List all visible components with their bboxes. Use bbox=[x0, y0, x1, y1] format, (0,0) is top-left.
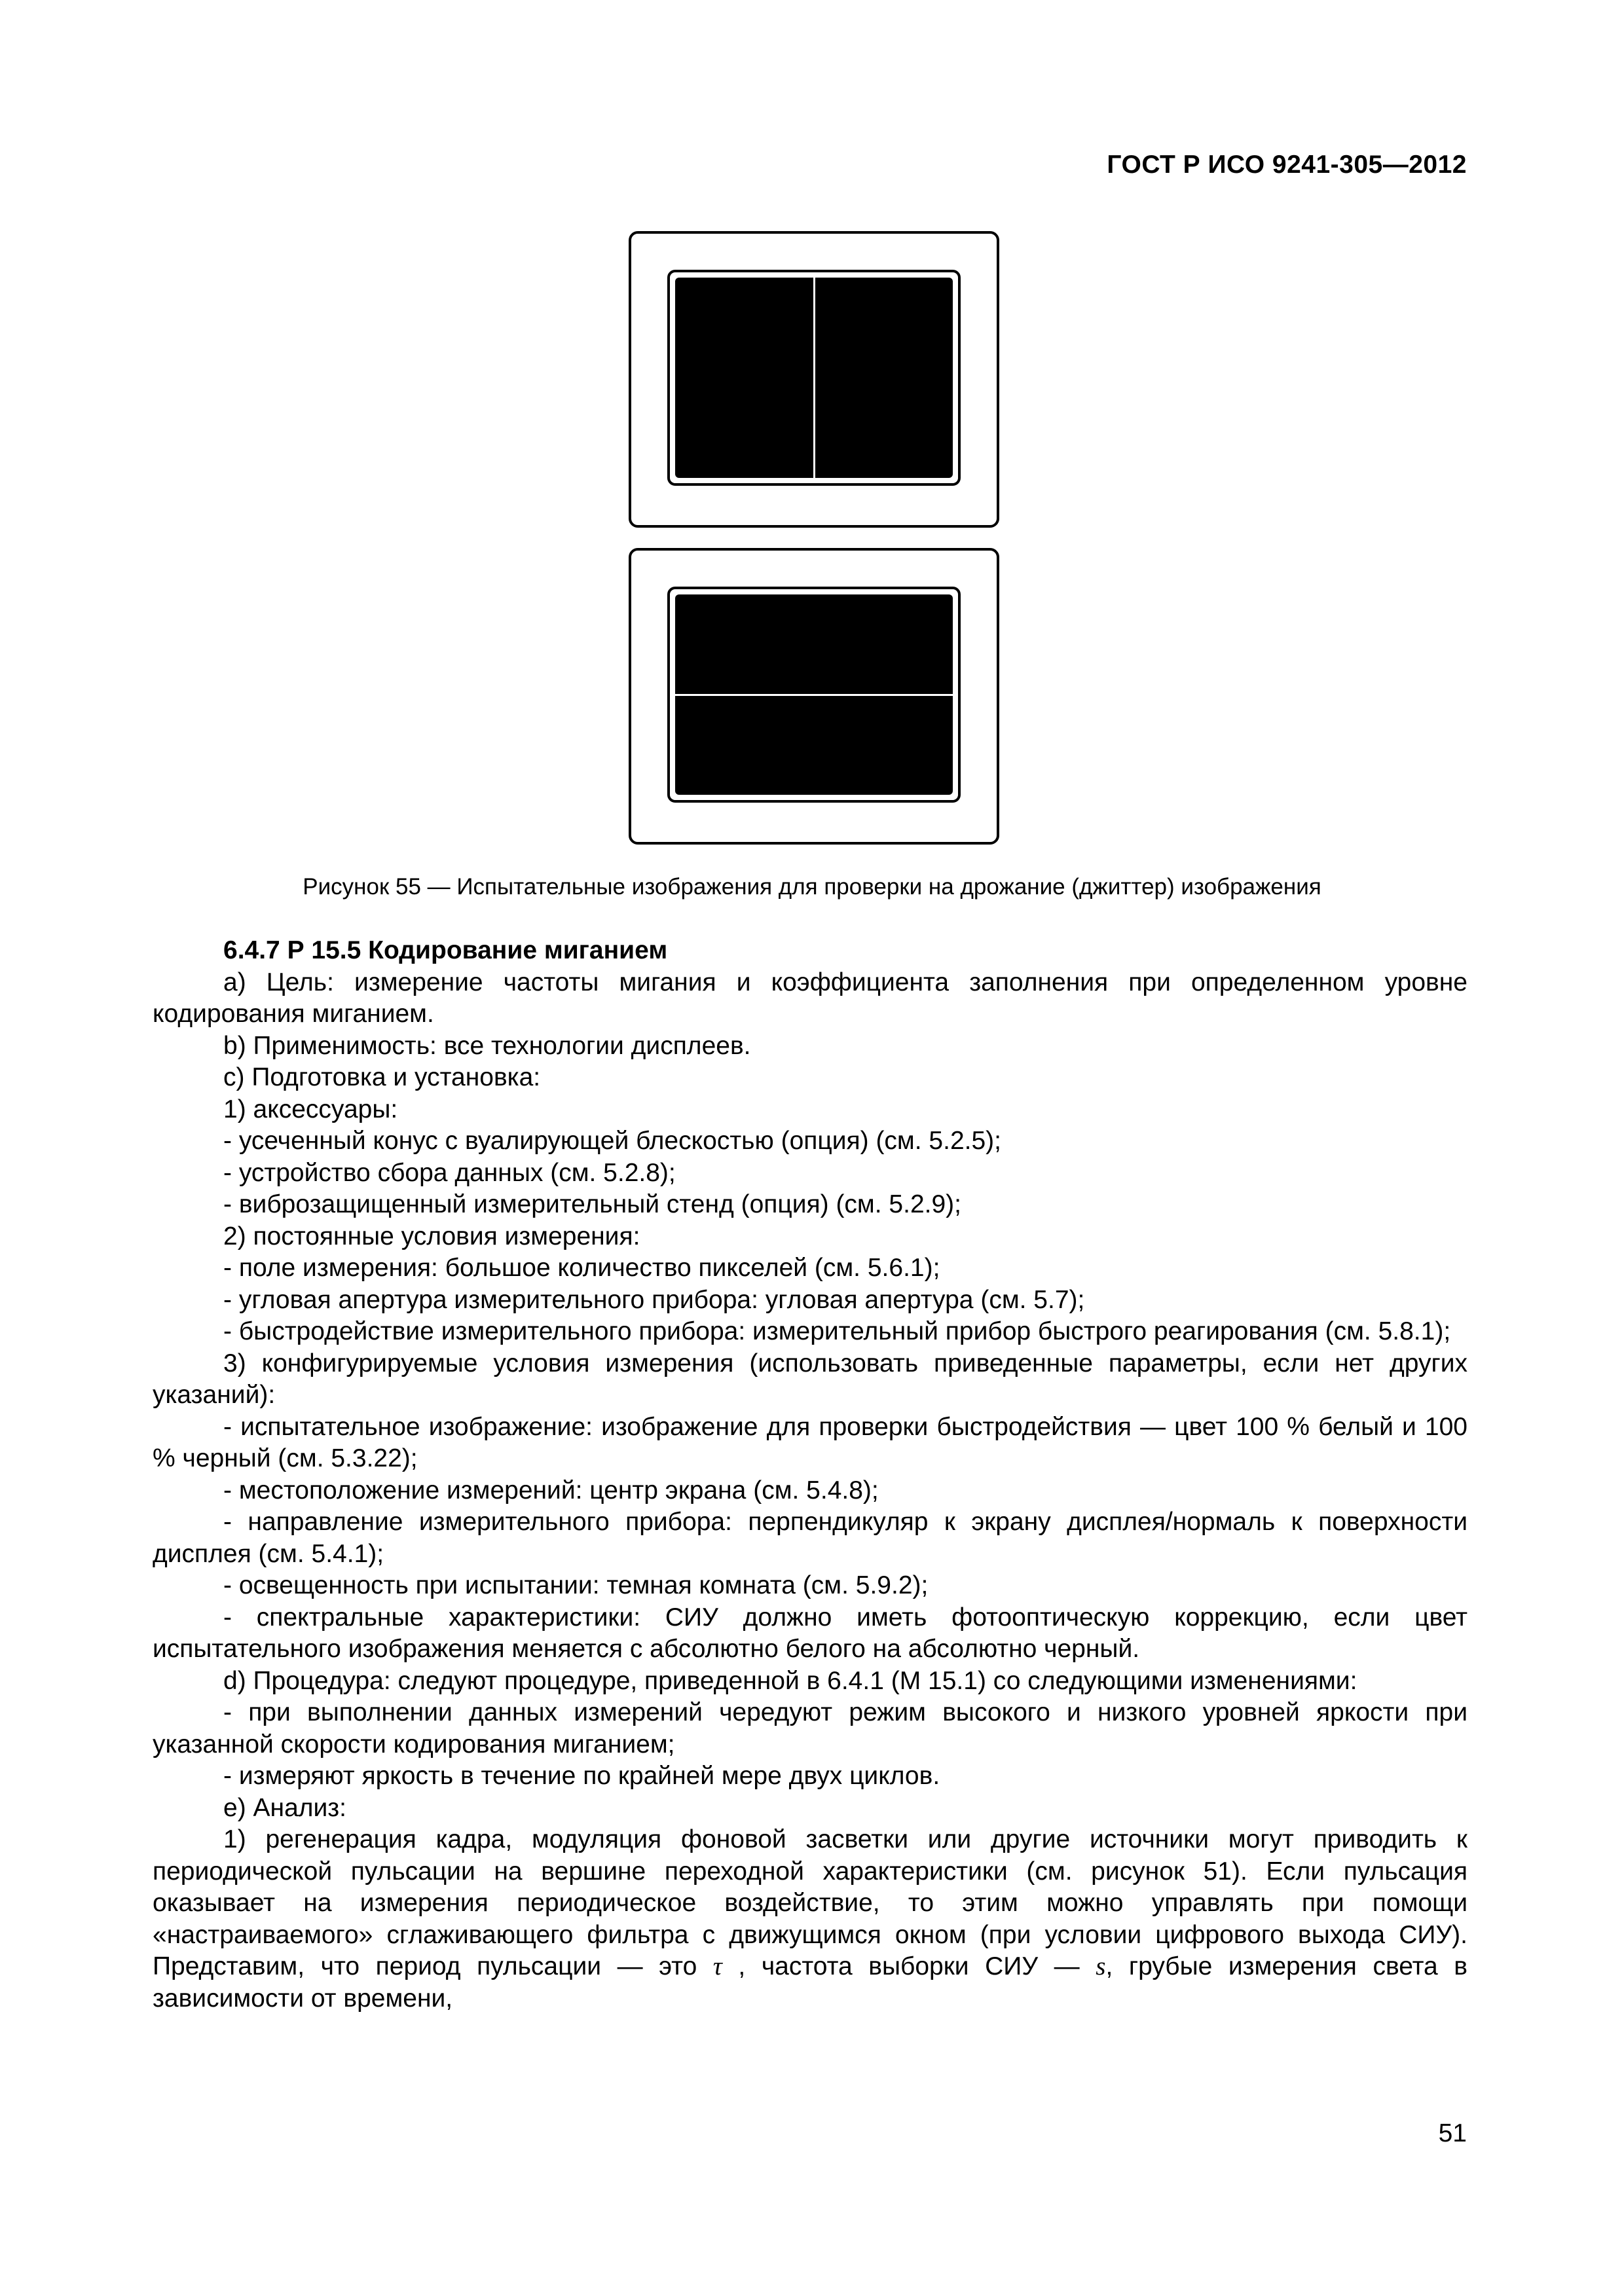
page-number: 51 bbox=[1438, 2119, 1467, 2147]
document-header: ГОСТ Р ИСО 9241-305—2012 bbox=[1107, 151, 1467, 179]
paragraph: - испытательное изображение: изображение для проверки быстродействия — цвет 100 % белый и 100 % черный (см. 5.3.22); bbox=[153, 1412, 1467, 1472]
black-screen bbox=[675, 278, 953, 478]
paragraph: е) Анализ: bbox=[223, 1793, 347, 1822]
paragraph: - освещенность при испытании: темная комната (см. 5.9.2); bbox=[223, 1571, 929, 1599]
s-symbol: s bbox=[1096, 1952, 1106, 1980]
paragraph: - устройство сбора данных (см. 5.2.8); bbox=[223, 1158, 676, 1187]
paragraph-text: 1) регенерация кадра, модуляция фоновой засветки или другие источники могут приводить к периодической пульсации на вершине переходной характеристики (см. рисунок 51). Если пульсация оказывает на измерения периодическое воздействие, то этим можно управлять при помощи «настраиваемого» сглаживающего фильтра с движущимся окном (при условии цифрового выхода СИУ). Представим, что период пульсации — это bbox=[153, 1825, 1467, 1980]
test-image-vertical-split bbox=[629, 231, 999, 528]
display-frame bbox=[667, 270, 961, 486]
paragraph-analysis bbox=[153, 1824, 1467, 2014]
paragraph: - быстродействие измерительного прибора: измерительный прибор быстрого реагирования (см. 5.8.1); bbox=[223, 1317, 1451, 1345]
figure-caption: Рисунок 55 — Испытательные изображения для проверки на дрожание (джиттер) изображения bbox=[303, 874, 1321, 900]
paragraph: - усеченный конус с вуалирующей блескостью (опция) (см. 5.2.5); bbox=[223, 1127, 1001, 1155]
paragraph: - поле измерения: большое количество пикселей (см. 5.6.1); bbox=[223, 1254, 940, 1282]
paragraph: - при выполнении данных измерений чередуют режим высокого и низкого уровней яркости при указанной скорости кодирования миганием; bbox=[153, 1698, 1467, 1758]
section-body bbox=[153, 935, 1467, 2014]
paragraph: b) Применимость: все технологии дисплеев. bbox=[223, 1031, 751, 1060]
paragraph: 2) постоянные условия измерения: bbox=[223, 1222, 640, 1250]
paragraph: а) Цель: измерение частоты мигания и коэффициента заполнения при определенном уровне кодирования миганием. bbox=[153, 968, 1467, 1028]
black-screen bbox=[675, 594, 953, 795]
horizontal-white-line bbox=[675, 694, 953, 696]
test-image-horizontal-split bbox=[629, 548, 999, 845]
paragraph: - местоположение измерений: центр экрана (см. 5.4.8); bbox=[223, 1476, 879, 1504]
paragraph: - виброзащищенный измерительный стенд (опция) (см. 5.2.9); bbox=[223, 1190, 961, 1218]
tau-symbol: τ bbox=[712, 1952, 722, 1980]
paragraph: - направление измерительного прибора: перпендикуляр к экрану дисплея/нормаль к поверхности дисплея (см. 5.4.1); bbox=[153, 1508, 1467, 1568]
vertical-white-line bbox=[813, 278, 815, 478]
paragraph: - спектральные характеристики: СИУ должно иметь фотооптическую коррекцию, если цвет испытательного изображения меняется с абсолютно белого на абсолютно черный. bbox=[153, 1603, 1467, 1663]
paragraph: - измеряют яркость в течение по крайней мере двух циклов. bbox=[223, 1762, 940, 1790]
paragraph: 1) аксессуары: bbox=[223, 1095, 398, 1123]
paragraph: d) Процедура: следуют процедуре, приведенной в 6.4.1 (М 15.1) со следующими изменениями: bbox=[223, 1666, 1357, 1695]
paragraph: 3) конфигурируемые условия измерения (использовать приведенные параметры, если нет других указаний): bbox=[153, 1349, 1467, 1409]
paragraph-text: , грубые измерения света в зависимости от времени, bbox=[153, 1952, 1468, 2013]
paragraph-text: , частота выборки СИУ — bbox=[738, 1952, 1080, 1980]
paragraph: - угловая апертура измерительного прибора: угловая апертура (см. 5.7); bbox=[223, 1285, 1085, 1314]
section-heading: 6.4.7 Р 15.5 Кодирование миганием bbox=[223, 936, 668, 964]
display-frame bbox=[667, 587, 961, 803]
paragraph: с) Подготовка и установка: bbox=[223, 1063, 541, 1091]
